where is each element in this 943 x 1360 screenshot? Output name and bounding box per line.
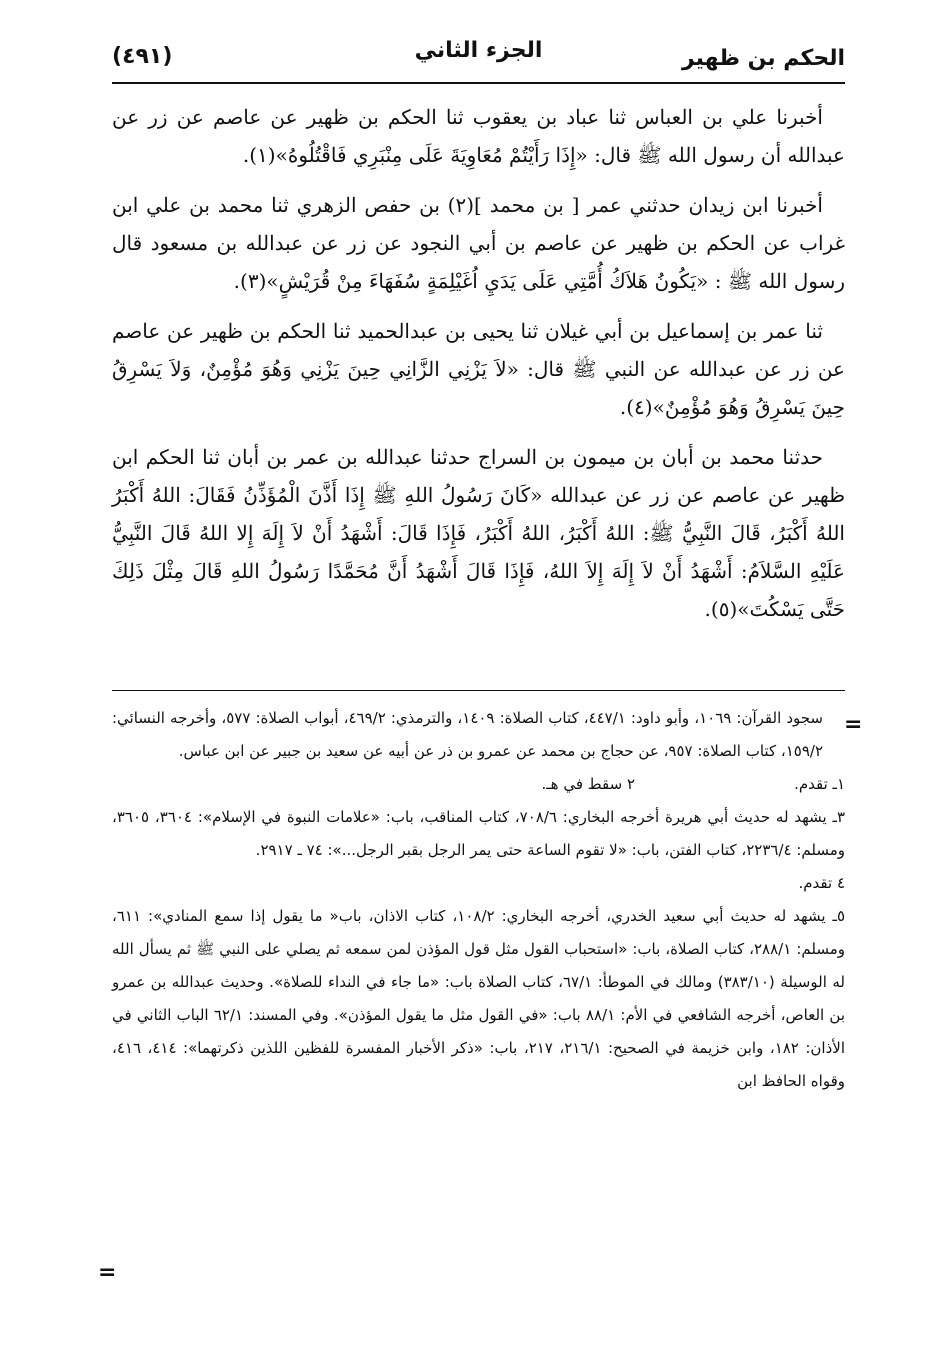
- hadith-paragraph-1: أخبرنا علي بن العباس ثنا عباد بن يعقوب ثنا الحكم بن ظهير عن عاصم عن زر عن عبدالله أن رسول الله ﷺ قال: «إِذَا رَأَيْتُمْ مُعَاوِيَةَ عَلَى مِنْبَرِي فَاقْتُلُوهُ»(١).: [112, 105, 845, 167]
- part-label: الجزء الثاني: [414, 38, 543, 63]
- header-divider: [112, 82, 845, 84]
- footnote-continuation: سجود القرآن: ١٠٦٩، وأبو داود: ٤٤٧/١، كتاب الصلاة: ١٤٠٩، والترمذي: ٤٦٩/٢، أبواب الصلاة: ٥٧٧، وأخرجه النسائي: ١٥٩/٢، كتاب الصلاة: ٩٥٧، عن حجاج بن محمد عن عمرو بن ذر عن أبيه عن سعيد بن جبير عن ابن عباس.: [112, 709, 824, 760]
- footnote-1: ١ـ تقدم.: [794, 775, 845, 793]
- page-header: [112, 38, 845, 82]
- footnote-4: ٤ تقدم.: [798, 874, 845, 892]
- footnote-3: ٣ـ يشهد له حديث أبي هريرة أخرجه البخاري: ٧٠٨/٦، كتاب المناقب، باب: «علامات النبوة في الإسلام»: ٣٦٠٤، ٣٦٠٥، ومسلم: ٢٢٣٦/٤، كتاب الفتن، باب: «لا تقوم الساعة حتى يمر الرجل بقبر الرجل...»: ٧٤ ـ ٢٩١٧.: [112, 808, 846, 859]
- footnotes: [112, 702, 845, 1098]
- hadith-paragraph-4: حدثنا محمد بن أبان بن ميمون بن السراج حدثنا عبدالله بن عمر بن أبان ثنا الحكم ابن ظهير عن عاصم عن زر عن عبدالله «كَانَ رَسُولُ اللهِ ﷺ إِذَا أَذَّنَ الْمُؤَذِّنُ فَقَالَ: اللهُ أَكْبَرُ اللهُ أَكْبَرُ، قَالَ النَّبِيُّ ﷺ: اللهُ أَكْبَرُ، اللهُ أَكْبَرُ، فَإِذَا قَالَ: أَشْهَدُ أَنْ لاَ إِلَهَ إِلا اللهُ قَالَ النَّبِيُّ عَلَيْهِ السَّلاَمُ: أَشْهَدُ أَنْ لاَ إِلَهَ إِلاَ اللهُ، فَإِذَا قَالَ أَشْهَدُ أَنَّ مُحَمَّدًا رَسُولُ اللهِ قَالَ مِثْلَ ذَلِكَ حَتَّى يَسْكُتَ»(٥).: [112, 445, 845, 621]
- footnote-5: ٥ـ يشهد له حديث أبي سعيد الخدري، أخرجه البخاري: ١٠٨/٢، كتاب الاذان، باب« ما يقول إذا سمع المنادي»: ٦١١، ومسلم: ٢٨٨/١، كتاب الصلاة، باب: «استحباب القول مثل قول المؤذن لمن سمعه ثم يصلي على النبي ﷺ ثم يسأل الله له الوسيلة (٣٨٣/١٠) ومالك في الموطأ: ٦٧/١، كتاب الصلاة باب: «ما جاء في النداء للصلاة». وحديث عبدالله بن عمرو بن العاص، أخرجه الشافعي في الأم: ٨٨/١ باب: «في القول مثل ما يقول المؤذن». وفي المسند: ٦٢/١ الباب الثاني في الأذان: ١٨٢، وابن خزيمة في الصحيح: ٢١٦/١، ٢١٧، باب: «ذكر الأخبار المفسرة للفظين اللذين ذكرتهما»: ٤١٤، ٤١٦، وقواه الحافظ ابن: [112, 907, 846, 1090]
- footnote-2: ٢ سقط في هـ.: [541, 775, 635, 793]
- footnote-divider: [112, 690, 845, 691]
- footnote-row-1-2: [112, 768, 845, 801]
- book-title: الحكم بن ظهير: [682, 46, 845, 71]
- continues-mark: =: [98, 1260, 117, 1285]
- page-number: (٤٩١): [112, 44, 173, 69]
- hadith-paragraph-3: ثنا عمر بن إسماعيل بن أبي غيلان ثنا يحيى بن عبدالحميد ثنا الحكم بن ظهير عن عاصم عن زر عن عبدالله عن النبي ﷺ قال: «لاَ يَزْنِي الزَّانِي حِينَ يَزْنِي وَهُوَ مُؤْمِنٌ، وَلاَ يَسْرِقُ حِينَ يَسْرِقُ وَهُوَ مُؤْمِنٌ»(٤).: [112, 319, 845, 419]
- hadith-paragraph-2: أخبرنا ابن زيدان حدثني عمر [ بن محمد ](٢) بن حفص الزهري ثنا محمد بن علي ابن غراب عن الحكم بن ظهير عن عاصم بن أبي النجود عن زر عن عبدالله بن مسعود قال رسول الله ﷺ : «يَكُونُ هَلاَكُ أُمَّتِي عَلَى يَدَيِ اُغَيْلِمَةٍ سُفَهَاءَ مِنْ قُرَيْشٍ»(٣).: [112, 193, 845, 293]
- main-text: [112, 98, 845, 640]
- continued-mark: =: [844, 712, 863, 737]
